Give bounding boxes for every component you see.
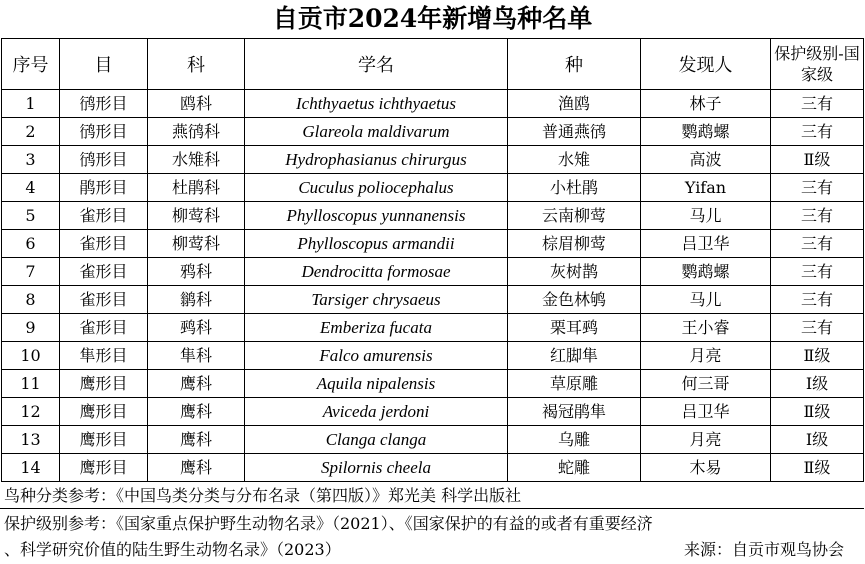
cell-scientific-name: Aviceda jerdoni — [245, 398, 508, 426]
cell-finder: 吕卫华 — [641, 398, 771, 426]
cell-finder: 木易 — [641, 454, 771, 482]
footer-divider — [0, 508, 864, 509]
table-row — [2, 258, 864, 286]
cell-family: 鹰科 — [148, 370, 245, 398]
cell-species: 水雉 — [508, 146, 641, 174]
cell-species: 红脚隼 — [508, 342, 641, 370]
protection-reference-line2: 、科学研究价值的陆生野生动物名录》（2023） — [4, 540, 341, 559]
cell-finder: 王小睿 — [641, 314, 771, 342]
cell-species: 小杜鹃 — [508, 174, 641, 202]
cell-scientific-name: Phylloscopus armandii — [245, 230, 508, 258]
cell-index: 10 — [2, 342, 60, 370]
cell-species: 灰树鹊 — [508, 258, 641, 286]
cell-index: 1 — [2, 90, 60, 118]
cell-family: 鹰科 — [148, 398, 245, 426]
cell-order: 鹃形目 — [60, 174, 148, 202]
cell-order: 隼形目 — [60, 342, 148, 370]
source-credit: 来源：自贡市观鸟协会 — [683, 540, 844, 559]
cell-species: 棕眉柳莺 — [508, 230, 641, 258]
cell-index: 4 — [2, 174, 60, 202]
cell-finder: 林子 — [641, 90, 771, 118]
cell-order: 鸻形目 — [60, 146, 148, 174]
header-protection-level: 保护级别-国家级 — [771, 39, 864, 90]
header-index: 序号 — [2, 39, 60, 90]
table-row — [2, 90, 864, 118]
cell-protection-level: 三有 — [771, 258, 864, 286]
cell-finder: 鹦鹉螺 — [641, 258, 771, 286]
cell-species: 褐冠鹃隼 — [508, 398, 641, 426]
cell-finder: 吕卫华 — [641, 230, 771, 258]
cell-index: 5 — [2, 202, 60, 230]
cell-finder: 高波 — [641, 146, 771, 174]
cell-protection-level: Ⅱ级 — [771, 146, 864, 174]
cell-family: 水雉科 — [148, 146, 245, 174]
cell-protection-level: Ⅱ级 — [771, 398, 864, 426]
table-row — [2, 370, 864, 398]
cell-species: 蛇雕 — [508, 454, 641, 482]
cell-order: 鹰形目 — [60, 426, 148, 454]
references-footer — [0, 481, 864, 563]
cell-scientific-name: Cuculus poliocephalus — [245, 174, 508, 202]
table-row — [2, 286, 864, 314]
header-finder: 发现人 — [641, 39, 771, 90]
cell-protection-level: 三有 — [771, 202, 864, 230]
table-row — [2, 426, 864, 454]
cell-family: 鹰科 — [148, 426, 245, 454]
cell-index: 2 — [2, 118, 60, 146]
cell-order: 鸻形目 — [60, 118, 148, 146]
cell-order: 鹰形目 — [60, 454, 148, 482]
cell-protection-level: 三有 — [771, 118, 864, 146]
cell-index: 3 — [2, 146, 60, 174]
cell-order: 鸻形目 — [60, 90, 148, 118]
bird-species-table — [1, 38, 864, 482]
cell-index: 8 — [2, 286, 60, 314]
cell-species: 金色林鸲 — [508, 286, 641, 314]
cell-scientific-name: Dendrocitta formosae — [245, 258, 508, 286]
cell-family: 鹰科 — [148, 454, 245, 482]
cell-finder: 月亮 — [641, 426, 771, 454]
cell-protection-level: 三有 — [771, 230, 864, 258]
cell-family: 杜鹃科 — [148, 174, 245, 202]
classification-reference: 鸟种分类参考：《中国鸟类分类与分布名录（第四版）》郑光美 科学出版社 — [4, 486, 522, 505]
cell-protection-level: 三有 — [771, 286, 864, 314]
table-row — [2, 314, 864, 342]
cell-finder: 鹦鹉螺 — [641, 118, 771, 146]
cell-family: 燕鸻科 — [148, 118, 245, 146]
cell-finder: Yifan — [641, 174, 771, 202]
cell-family: 柳莺科 — [148, 230, 245, 258]
cell-finder: 月亮 — [641, 342, 771, 370]
header-scientific-name: 学名 — [245, 39, 508, 90]
cell-index: 9 — [2, 314, 60, 342]
cell-scientific-name: Emberiza fucata — [245, 314, 508, 342]
cell-scientific-name: Aquila nipalensis — [245, 370, 508, 398]
table-header-row — [2, 39, 864, 90]
cell-family: 鸥科 — [148, 90, 245, 118]
table-row — [2, 342, 864, 370]
cell-family: 隼科 — [148, 342, 245, 370]
cell-finder: 马儿 — [641, 202, 771, 230]
cell-family: 鹟科 — [148, 286, 245, 314]
header-species: 种 — [508, 39, 641, 90]
cell-order: 雀形目 — [60, 230, 148, 258]
cell-scientific-name: Ichthyaetus ichthyaetus — [245, 90, 508, 118]
cell-protection-level: 三有 — [771, 314, 864, 342]
table-row — [2, 454, 864, 482]
cell-scientific-name: Spilornis cheela — [245, 454, 508, 482]
cell-order: 雀形目 — [60, 314, 148, 342]
cell-finder: 马儿 — [641, 286, 771, 314]
cell-protection-level: Ⅱ级 — [771, 342, 864, 370]
cell-index: 11 — [2, 370, 60, 398]
cell-index: 12 — [2, 398, 60, 426]
cell-protection-level: Ⅱ级 — [771, 454, 864, 482]
cell-species: 云南柳莺 — [508, 202, 641, 230]
table-row — [2, 230, 864, 258]
cell-protection-level: 三有 — [771, 90, 864, 118]
cell-scientific-name: Hydrophasianus chirurgus — [245, 146, 508, 174]
cell-order: 雀形目 — [60, 258, 148, 286]
cell-protection-level: Ⅰ级 — [771, 426, 864, 454]
cell-order: 雀形目 — [60, 202, 148, 230]
cell-index: 7 — [2, 258, 60, 286]
table-row — [2, 174, 864, 202]
cell-scientific-name: Falco amurensis — [245, 342, 508, 370]
cell-protection-level: 三有 — [771, 174, 864, 202]
cell-protection-level: Ⅰ级 — [771, 370, 864, 398]
cell-species: 栗耳鹀 — [508, 314, 641, 342]
cell-species: 乌雕 — [508, 426, 641, 454]
cell-family: 鸦科 — [148, 258, 245, 286]
cell-index: 13 — [2, 426, 60, 454]
cell-species: 草原雕 — [508, 370, 641, 398]
protection-reference-line1: 保护级别参考：《国家重点保护野生动物名录》（2021）、《国家保护的有益的或者有重要经济 — [4, 514, 653, 533]
cell-scientific-name: Glareola maldivarum — [245, 118, 508, 146]
cell-scientific-name: Clanga clanga — [245, 426, 508, 454]
header-family: 科 — [148, 39, 245, 90]
cell-species: 普通燕鸻 — [508, 118, 641, 146]
cell-scientific-name: Phylloscopus yunnanensis — [245, 202, 508, 230]
cell-scientific-name: Tarsiger chrysaeus — [245, 286, 508, 314]
cell-order: 鹰形目 — [60, 370, 148, 398]
table-row — [2, 146, 864, 174]
cell-species: 渔鸥 — [508, 90, 641, 118]
cell-index: 14 — [2, 454, 60, 482]
table-row — [2, 202, 864, 230]
header-order: 目 — [60, 39, 148, 90]
cell-order: 鹰形目 — [60, 398, 148, 426]
table-row — [2, 118, 864, 146]
table-row — [2, 398, 864, 426]
document-title: 自贡市2024年新增鸟种名单 — [272, 4, 593, 33]
cell-index: 6 — [2, 230, 60, 258]
cell-family: 鹀科 — [148, 314, 245, 342]
cell-order: 雀形目 — [60, 286, 148, 314]
cell-finder: 何三哥 — [641, 370, 771, 398]
cell-family: 柳莺科 — [148, 202, 245, 230]
